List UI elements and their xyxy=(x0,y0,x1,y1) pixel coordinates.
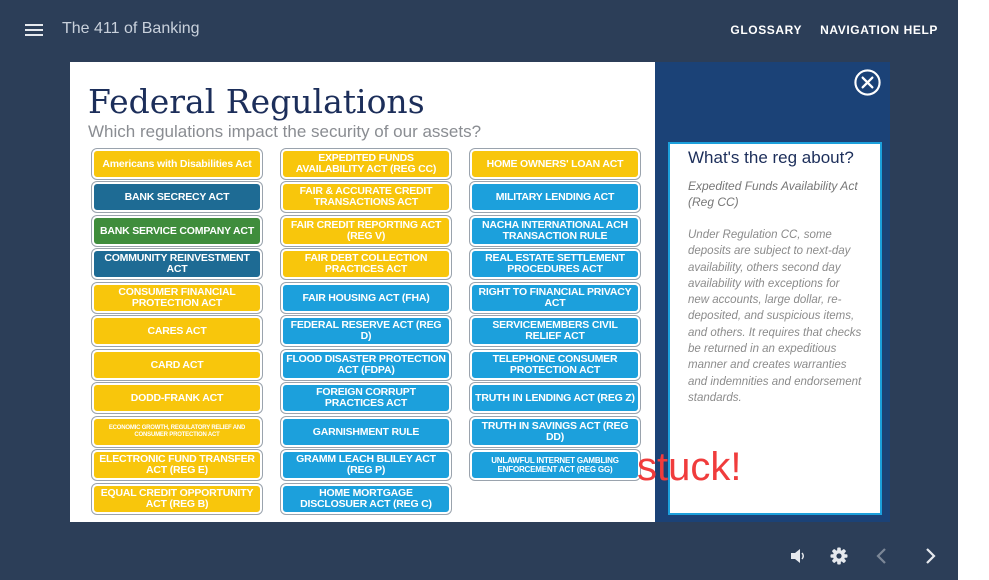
slide xyxy=(70,62,890,522)
reg-button-ada[interactable]: Americans with Disabilities Act xyxy=(92,149,262,179)
reg-button-truth-in-lending[interactable]: TRUTH IN LENDING ACT (REG Z) xyxy=(470,383,640,413)
reg-button-nacha[interactable]: NACHA INTERNATIONAL ACH TRANSACTION RULE xyxy=(470,216,640,246)
reg-button-fair-credit-reporting[interactable]: FAIR CREDIT REPORTING ACT (REG V) xyxy=(281,216,451,246)
reg-button-expedited-funds[interactable]: EXPEDITED FUNDS AVAILABILITY ACT (REG CC) xyxy=(281,149,451,179)
top-bar xyxy=(0,0,958,60)
reg-button-real-estate-settlement[interactable]: REAL ESTATE SETTLEMENT PROCEDURES ACT xyxy=(470,249,640,279)
reg-button-truth-in-savings[interactable]: TRUTH IN SAVINGS ACT (REG DD) xyxy=(470,417,640,447)
page-edge xyxy=(958,0,989,580)
navigation-help-link[interactable]: NAVIGATION HELP xyxy=(820,23,938,37)
reg-button-right-to-financial-privacy[interactable]: RIGHT TO FINANCIAL PRIVACY ACT xyxy=(470,283,640,313)
reg-button-fair-accurate-credit[interactable]: FAIR & ACCURATE CREDIT TRANSACTIONS ACT xyxy=(281,182,451,212)
stuck-annotation: stuck! xyxy=(637,445,742,489)
reg-button-home-mortgage-disclosure[interactable]: HOME MORTGAGE DISCLOSUER ACT (REG C) xyxy=(281,484,451,514)
gear-icon[interactable] xyxy=(829,546,849,566)
app-title: The 411 of Banking xyxy=(62,20,200,37)
card-body: Under Regulation CC, some deposits are subject to next-day availability, others second day availability with exceptions for new accounts, large dollar, re-deposited, and suspicious items, and others. It requires that checks be returned in an expeditious manner and creates warranties and indemnities and endorsement standards. xyxy=(688,229,862,404)
reg-button-foreign-corrupt-practices[interactable]: FOREIGN CORRUPT PRACTICES ACT xyxy=(281,383,451,413)
reg-button-equal-credit-opportunity[interactable]: EQUAL CREDIT OPPORTUNITY ACT (REG B) xyxy=(92,484,262,514)
reg-button-gramm-leach-bliley[interactable]: GRAMM LEACH BLILEY ACT (REG P) xyxy=(281,450,451,480)
reg-button-servicemembers-civil-relief[interactable]: SERVICEMEMBERS CIVIL RELIEF ACT xyxy=(470,316,640,346)
reg-button-bank-secrecy[interactable]: BANK SECRECY ACT xyxy=(92,182,262,212)
reg-button-garnishment[interactable]: GARNISHMENT RULE xyxy=(281,417,451,447)
chevron-left-icon[interactable] xyxy=(872,546,892,566)
reg-button-consumer-financial-protection[interactable]: CONSUMER FINANCIAL PROTECTION ACT xyxy=(92,283,262,313)
top-links xyxy=(730,23,938,37)
reg-button-fair-debt-collection[interactable]: FAIR DEBT COLLECTION PRACTICES ACT xyxy=(281,249,451,279)
reg-button-community-reinvestment[interactable]: COMMUNITY REINVESTMENT ACT xyxy=(92,249,262,279)
speaker-icon[interactable] xyxy=(788,546,808,566)
reg-button-cares[interactable]: CARES ACT xyxy=(92,316,262,346)
reg-button-flood-disaster[interactable]: FLOOD DISASTER PROTECTION ACT (FDPA) xyxy=(281,350,451,380)
reg-button-electronic-fund-transfer[interactable]: ELECTRONIC FUND TRANSFER ACT (REG E) xyxy=(92,450,262,480)
reg-button-telephone-consumer-protection[interactable]: TELEPHONE CONSUMER PROTECTION ACT xyxy=(470,350,640,380)
reg-button-federal-reserve[interactable]: FEDERAL RESERVE ACT (REG D) xyxy=(281,316,451,346)
hamburger-menu-icon[interactable] xyxy=(25,24,43,37)
close-icon[interactable] xyxy=(853,68,882,97)
card-subtitle: Expedited Funds Availability Act (Reg CC) xyxy=(688,179,858,209)
reg-button-card[interactable]: CARD ACT xyxy=(92,350,262,380)
reg-button-fair-housing[interactable]: FAIR HOUSING ACT (FHA) xyxy=(281,283,451,313)
glossary-link[interactable]: GLOSSARY xyxy=(730,23,803,37)
reg-button-dodd-frank[interactable]: DODD-FRANK ACT xyxy=(92,383,262,413)
card-heading: What's the reg about? xyxy=(688,148,854,167)
reg-button-economic-growth[interactable]: ECONOMIC GROWTH, REGULATORY RELIEF AND CONSUMER PROTECTION ACT xyxy=(92,417,262,447)
reg-button-unlawful-internet-gambling[interactable]: UNLAWFUL INTERNET GAMBLING ENFORCEMENT ACT (REG GG) xyxy=(470,450,640,480)
slide-title: Federal Regulations xyxy=(88,82,425,121)
chevron-right-icon[interactable] xyxy=(920,546,940,566)
reg-button-home-owners-loan[interactable]: HOME OWNERS' LOAN ACT xyxy=(470,149,640,179)
reg-button-bank-service-company[interactable]: BANK SERVICE COMPANY ACT xyxy=(92,216,262,246)
slide-subtitle: Which regulations impact the security of our assets? xyxy=(88,122,482,141)
reg-button-military-lending[interactable]: MILITARY LENDING ACT xyxy=(470,182,640,212)
